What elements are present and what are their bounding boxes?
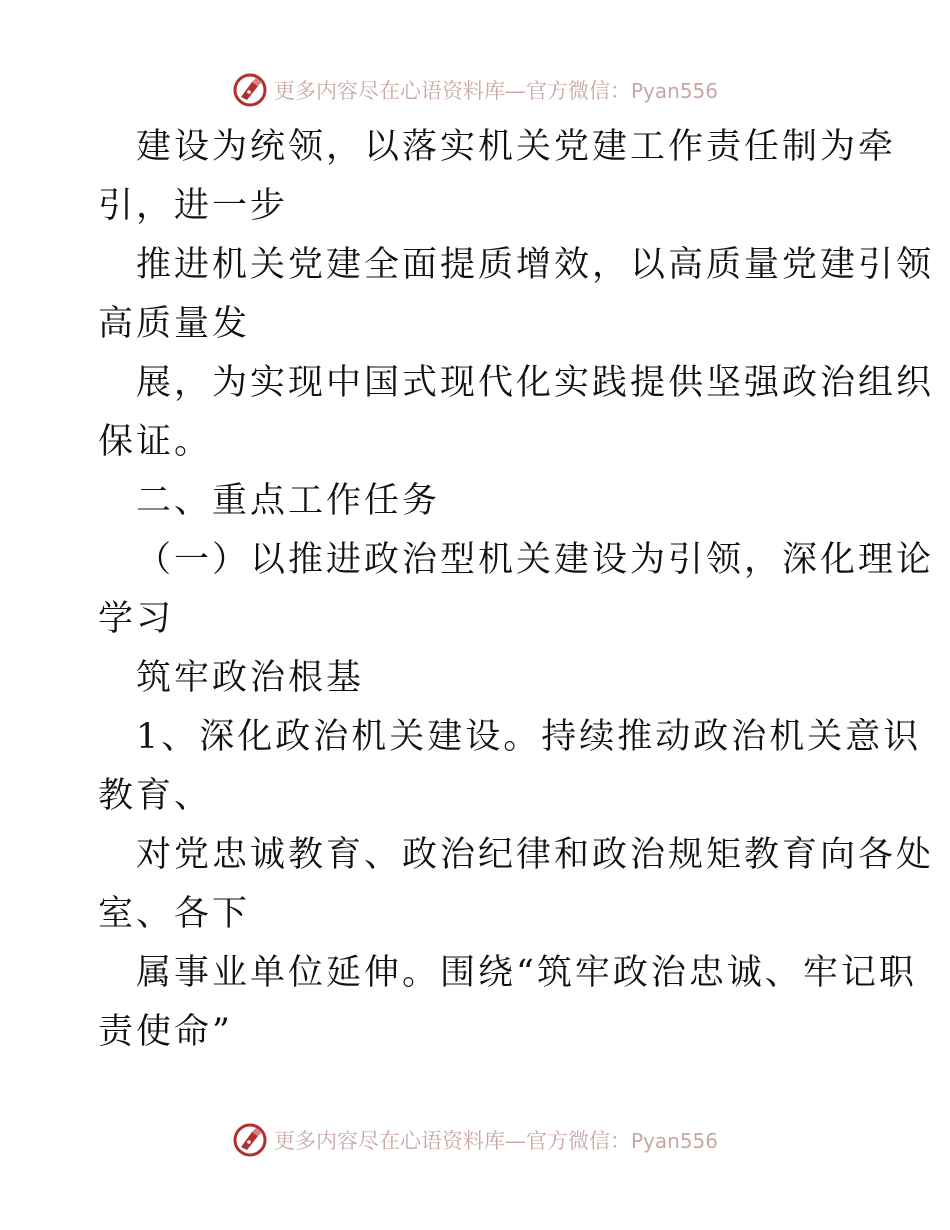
watermark-account: Pyan556: [630, 79, 718, 103]
text-line: 筑牢政治根基: [136, 658, 365, 698]
text-line: 责使命”: [98, 1012, 233, 1052]
text-line: 二、重点工作任务: [136, 481, 441, 521]
text-line: 推进机关党建全面提质增效，以高质量党建引领: [136, 245, 935, 285]
text-line: 室、各下: [98, 894, 251, 934]
text-line: 属事业单位延伸。围绕“筑牢政治忠诚、牢记职: [136, 953, 917, 993]
text-line: （一）以推进政治型机关建设为引领，深化理论: [136, 540, 935, 580]
watermark-text: 更多内容尽在心语资料库—官方微信：Pyan556: [273, 79, 718, 103]
text-line: 引，进一步: [98, 186, 289, 226]
watermark-text: 更多内容尽在心语资料库—官方微信：Pyan556: [273, 1129, 718, 1153]
header-watermark: [0, 70, 950, 110]
text-line: 保证。: [98, 422, 213, 462]
document-body: [98, 118, 935, 1062]
text-line: 教育、: [98, 776, 213, 816]
text-line: 学习: [98, 599, 175, 639]
pen-nib-logo-icon: [232, 72, 268, 108]
watermark-account: Pyan556: [630, 1129, 718, 1153]
text-line: 高质量发: [98, 304, 251, 344]
text-line: 展，为实现中国式现代化实践提供坚强政治组织: [136, 363, 935, 403]
text-line: 1、深化政治机关建设。持续推动政治机关意识: [136, 717, 922, 757]
footer-watermark: [0, 1120, 950, 1160]
pen-nib-logo-icon: [232, 1122, 268, 1158]
text-line: 对党忠诚教育、政治纪律和政治规矩教育向各处: [136, 835, 935, 875]
text-line: 建设为统领，以落实机关党建工作责任制为牵: [136, 127, 897, 167]
